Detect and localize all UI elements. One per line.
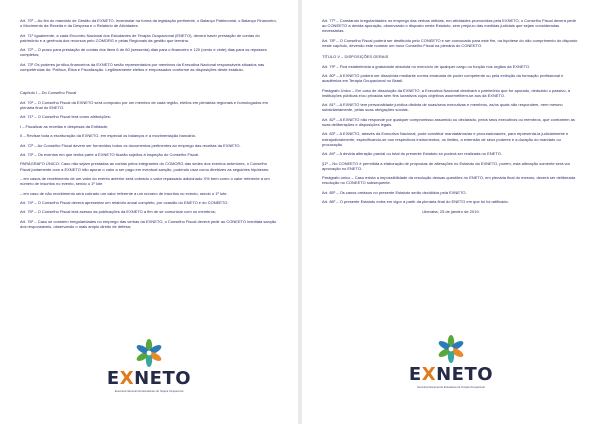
article-paragraph: Art. 72º – O prazo para prestação de contas dos itens 6 de 60 (sessenta) dias para o financeiro e 120 (cento e vinte) dias para os repasses completos; bbox=[20, 47, 267, 58]
article-paragraph: Art. 82º – A EXNETO não responde por qualquer compromisso assumido ou declarado, pelos seus executivos ou membros, que contrariem as suas deliberações e disposições legais. bbox=[322, 116, 575, 127]
article-paragraph: Art. 81º – A EXNETO tem personalidade jurídica distinta de suas/seus executivas e membros, as/os quais não respondem, nem mesmo subsidiariamente, pelas suas obrigações sociais. bbox=[322, 102, 563, 113]
exneto-logo bbox=[0, 338, 298, 393]
article-paragraph: Art. 75º – O Conselho Fiscal terá acesso às publicações da EXNETO a fim de se comunicar com os membros; bbox=[20, 209, 216, 215]
article-paragraph: Parágrafo único – Caso exista a impossibilidade da resolução dessas questões no ENETO, em plenária final do mesmo, deverá ser deliberada resolução no CONEETO subsequente. bbox=[322, 175, 576, 186]
exneto-logo bbox=[302, 334, 600, 389]
pinwheel-leaves-icon bbox=[433, 334, 469, 364]
article-paragraph: Art. 71º – O Conselho Fiscal terá como atribuições: bbox=[20, 114, 111, 120]
article-paragraph: Parágrafo Único – Em caso de dissolução da EXNETO, a Executiva Nacional destinará o patrimônio que for apurado, deduzido o passivo, à instituições públicas e/ou privadas sem fins lucrativos cujos objetivos assemelhem-se aos da EXNETO. bbox=[322, 87, 571, 98]
article-paragraph: Art. 74º – O Conselho Fiscal deverá apresentar um relatório anual completo, por ocasião do ENETO e do CONEETO. bbox=[20, 199, 229, 205]
pinwheel-leaves-icon bbox=[131, 338, 167, 368]
article-paragraph: Art. 85º – Os casos omissos no presente Estatuto serão decididos pela EXNETO. bbox=[322, 189, 467, 195]
article-paragraph: Art. 72º – Ao Conselho Fiscal devem ser fornecidos todos os documentos pertinentes ao emprego das receitas da EXNETO. bbox=[20, 142, 241, 148]
brand-wordmark: EXNETO bbox=[106, 368, 192, 389]
article-item: II – Revisar toda a escrituração da EXNETO, em especial os balanços e a movimentação bancária. bbox=[20, 133, 196, 139]
date-line: Uberaba, 25 de janeiro de 2019. bbox=[422, 208, 480, 214]
article-paragraph: Art. 71º Igualmente, a cada Encontro Nacional dos Estudantes de Terapia Ocupacional (ENETO), deverá haver prestação de contas do patrimônio e a gerência dos recursos pelo COMORG e pelas Regionais da gestão que termina. bbox=[20, 32, 260, 43]
article-paragraph: §1º – No CONEETO é permitida a elaboração de propostas de alterações no Estatuto da EXNETO, porém, esta alteração somente será via aprovação no ENETO. bbox=[322, 160, 570, 171]
article-paragraph: Art. 83º – A EXNETO, através da Executiva Nacional, pode constituir mandatários/as e procuradoras/es, para representá-la judicialmente e extrajudicialmente, especificando-se nos respectivos instrumentos, os limites, a extensão de seus poderes e a duração do mandato ou procuração. bbox=[322, 131, 569, 147]
article-paragraph: Art. 86º – O presente Estatuto entra em vigor a partir da plenária final do ENETO em que foi foi ratificado. bbox=[322, 199, 509, 205]
article-item: – em caso de não recebimento será cobrado um valor referente a um número de inscritos no evento, sendo o 1º lote. bbox=[20, 190, 228, 196]
article-paragraph: Art. 70º – Ao fim do mandato de Gestão da EXNETO, inventariar na forma da legislação pertinente, o Balanço Patrimonial, o Balanço Financeiro, o Movimento da Receita e da Despesa e o Relatório de Atividades. bbox=[20, 18, 277, 29]
article-paragraph: Art. 77º – Constando irregularidades no emprego das verbas obtidas, em atividades promovidas pela EXNETO, o Conselho Fiscal deverá pedir ao CONEETO a devida apuração, observando o disposto neste Estatuto, sem prejuízo das medidas judiciais que sejam consideradas necessárias. bbox=[322, 18, 576, 34]
article-paragraph: Art. 78º – O Conselho Fiscal poderá ser destituído pelo CONEETO e ser convocado para este fim, na hipótese do não cumprimento do disposto neste capítulo, devendo este nomear um novo Conselho Fiscal na plenária do CONEETO. bbox=[322, 37, 578, 48]
chapter-heading: Capítulo I – Do Conselho Fiscal bbox=[20, 90, 77, 96]
article-paragraph: Art. 73º Os poderes jurídico-financeiros da EXNETO serão representados por membros da Executiva Nacional responsáveis situados nas competências do: Política, Ética e Fiscalização. Legitimamente eleitos e empossados conforme as disposições deste estatuto. bbox=[20, 61, 265, 72]
right-page-text bbox=[322, 18, 580, 214]
right-page bbox=[302, 0, 600, 424]
title-heading: TÍTULO V – DISPOSIÇÕES GERAIS bbox=[322, 54, 389, 60]
left-page bbox=[0, 0, 298, 424]
article-paragraph: Art. 70º – O Conselho Fiscal da EXNETO será composto por um membro de cada região, eleitos em plenárias regionais e homologados em plenária final do ENETO. bbox=[20, 99, 268, 110]
brand-tagline: Executiva Nacional de Estudantes de Terapia Ocupacional bbox=[417, 386, 485, 389]
article-paragraph: Art. 84º – A devida alteração parcial ou total do presente Estatuto só poderá ser realizada no ENETO. bbox=[322, 151, 502, 157]
left-page-text bbox=[20, 18, 278, 229]
article-paragraph: Art. 80º – A EXNETO poderá ser dissolvida mediante norma emanada de poder competente ou pela extinção da formação profissional e acadêmica em Terapia Ocupacional no Brasil. bbox=[322, 72, 564, 84]
article-paragraph: Art. 73º – Os eventos em que tenha parte a EXNETO ficarão sujeitos à inspeção do Conselho Fiscal. bbox=[20, 151, 200, 157]
article-paragraph: Art. 76º – Caso se constem irregularidades no emprego das verbas da EXNETO, o Conselho Fiscal deverá pedir ao CONEETO imediata sanção dos responsáveis, observando o mais amplo direito de defesa; bbox=[20, 218, 277, 229]
article-item: I – Fiscalizar as receitas e despesas da Entidade; bbox=[20, 123, 109, 129]
article-paragraph: PARÁGRAFO ÚNICO: Caso não sejam prestadas as contas pelos integrantes do COMORG das sedes dos eventos anteriores, o Conselho Fiscal juntamente com a EXNETO irão apurar o valor a ser pago em eventual sanção, podendo usar como diretrizes as seguintes hipóteses: bbox=[20, 161, 270, 172]
brand-tagline: Executiva Nacional dos Estudantes de Terapia Ocupacional bbox=[114, 390, 184, 393]
article-paragraph: Art. 79º – Fica estabelecida a gratuidade absoluta no exercício de qualquer cargo ou função nos órgãos da EXNETO. bbox=[322, 63, 531, 69]
article-item: – em casos de recebimento de um valor do evento anterior será cobrado o valor repassado adicionado X% bem como o valor referente a um número de inscritos no evento, sendo o 1º lote bbox=[20, 175, 270, 187]
brand-wordmark: EXNETO bbox=[408, 364, 494, 385]
